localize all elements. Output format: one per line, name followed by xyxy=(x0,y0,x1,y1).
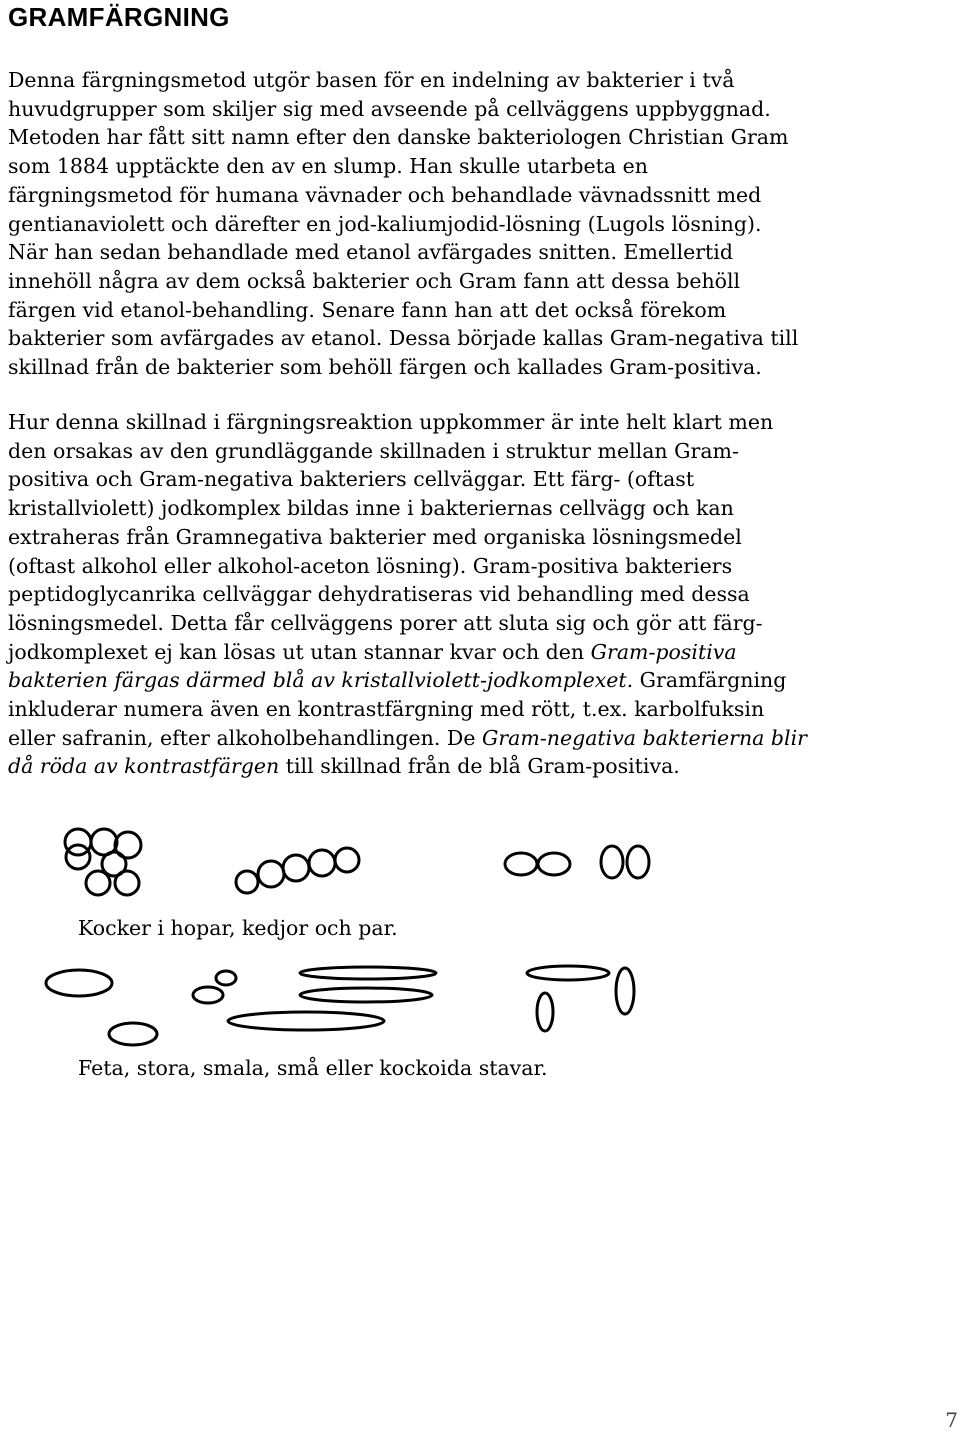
text-segment: som 1884 upptäckte den av en slump. Han skulle utarbeta en xyxy=(8,154,648,179)
text-segment: Hur denna skillnad i färgningsreaktion uppkommer är inte helt klart men xyxy=(8,410,774,434)
text-segment: Gramfärgning xyxy=(633,668,787,693)
italic-text: Gram-positiva xyxy=(590,639,737,664)
text-segment: inkluderar numera även en kontrastfärgning med rött, t.ex. karbolfuksin xyxy=(8,697,765,722)
text-segment: jodkomplexet ej kan lösas ut utan stannar kvar och den xyxy=(8,639,591,664)
diplococci-shape xyxy=(505,846,649,878)
caption-cocci: Kocker i hopar, kedjor och par. xyxy=(78,916,398,940)
text-segment: extraheras från Gramnegativa bakterier med organiska lösningsmedel xyxy=(8,524,742,549)
italic-text: Gram-negativa bakterierna blir xyxy=(481,725,807,750)
text-segment: (oftast alkohol eller alkohol-aceton lösning). Gram-positiva bakteriers xyxy=(8,553,733,578)
text-segment: till skillnad från de blå Gram-positiva. xyxy=(279,754,680,779)
text-segment: positiva och Gram-negativa bakteriers cellväggar. Ett färg- (oftast xyxy=(8,467,695,492)
text-segment: den orsakas av den grundläggande skillnaden i struktur mellan Gram- xyxy=(8,438,739,463)
cocci-chain-shape xyxy=(236,848,359,893)
page-number: 7 xyxy=(945,1408,958,1432)
text-segment: färgen vid etanol-behandling. Senare fann han att det också förekom xyxy=(8,297,727,322)
text-segment: huvudgrupper som skiljer sig med avseende på cellväggens uppbyggnad. xyxy=(8,96,771,121)
text-segment: färgningsmetod för humana vävnader och behandlade vävnadssnitt med xyxy=(8,182,762,207)
text-segment: skillnad från de bakterier som behöll färgen och kallades Gram-positiva. xyxy=(8,355,762,380)
text-segment: När han sedan behandlade med etanol avfärgades snitten. Emellertid xyxy=(8,240,733,265)
text-segment: eller safranin, efter alkoholbehandlingen. De xyxy=(8,725,482,750)
text-segment: bakterier som avfärgades av etanol. Dessa började kallas Gram-negativa till xyxy=(8,326,799,351)
text-segment: lösningsmedel. Detta får cellväggens porer att sluta sig och gör att färg- xyxy=(8,610,763,635)
text-segment: gentianaviolett och därefter en jod-kaliumjodid-lösning (Lugols lösning). xyxy=(8,211,762,236)
cocci-cluster-shape xyxy=(65,829,141,895)
rods-shape xyxy=(46,966,634,1045)
italic-text: bakterien färgas därmed blå av kristallviolett-jodkomplexet. xyxy=(8,668,634,693)
text-segment: kristallviolett) jodkomplex bildas inne i bakteriernas cellvägg och kan xyxy=(8,496,734,521)
text-segment: Metoden har fått sitt namn efter den danske bakteriologen Christian Gram xyxy=(8,125,789,150)
page-title: GRAMFÄRGNING xyxy=(8,2,230,32)
italic-text: då röda av kontrastfärgen xyxy=(8,754,280,779)
text-segment: peptidoglycanrika cellväggar dehydratiseras vid behandling med dessa xyxy=(8,582,750,607)
text-segment: innehöll några av dem också bakterier och Gram fann att dessa behöll xyxy=(8,268,741,293)
caption-rods: Feta, stora, smala, små eller kockoida stavar. xyxy=(78,1056,548,1080)
text-segment: Denna färgningsmetod utgör basen för en indelning av bakterier i två xyxy=(8,68,735,92)
